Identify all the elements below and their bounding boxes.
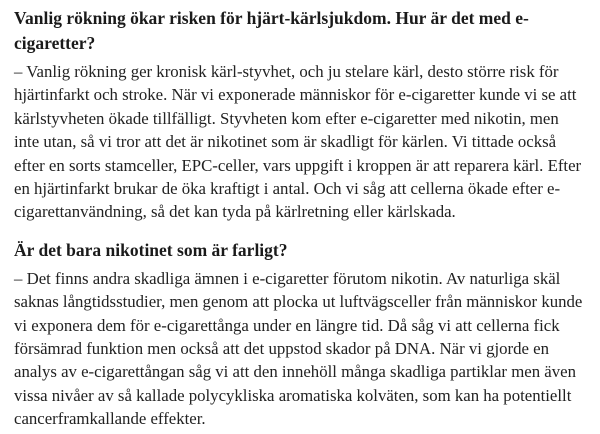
qa-section-nicotine <box>14 238 588 431</box>
question-heading: Vanlig rökning ökar risken för hjärt-kärlsjukdom. Hur är det med e-cigaretter? <box>14 8 529 53</box>
answer-paragraph: – Det finns andra skadliga ämnen i e-cigaretter förutom nikotin. Av naturliga skäl saknas långtidsstudier, men genom att plocka ut luftvägsceller från människor kunde vi exponera dem för e-cigarettånga under en längre tid. Då såg vi att cellerna fick försämrad funktion men också att det uppstod skador på DNA. När vi gjorde en analys av e-cigarettångan såg vi att den innehöll många skadliga partiklar men även vissa nivåer av så kallade polycykliska aromatiska kolväten, som kan ha potentiellt cancerframkallande effekter. <box>14 268 583 429</box>
answer-paragraph: – Vanlig rökning ger kronisk kärl-styvhet, och ju stelare kärl, desto större risk för hjärtinfarkt och stroke. När vi exponerade människor för e-cigaretter kunde vi se att kärlstyvheten ökade tillfälligt. Styvheten kom efter e-cigaretter med nikotin, men inte utan, så vi tror att det är nikotinet som är skadligt för kärlen. Vi tittade också efter en sorts stamceller, EPC-celler, vars uppgift i kroppen är att reparera kärl. Efter en hjärtinfarkt brukar de öka kraftigt i antal. Och vi såg att cellerna ökade efter e-cigarettanvändning, så det kan tyda på kärlretning eller kärlskada. <box>14 62 582 222</box>
qa-section-vascular <box>14 6 588 224</box>
question-heading: Är det bara nikotinet som är farligt? <box>14 239 288 260</box>
